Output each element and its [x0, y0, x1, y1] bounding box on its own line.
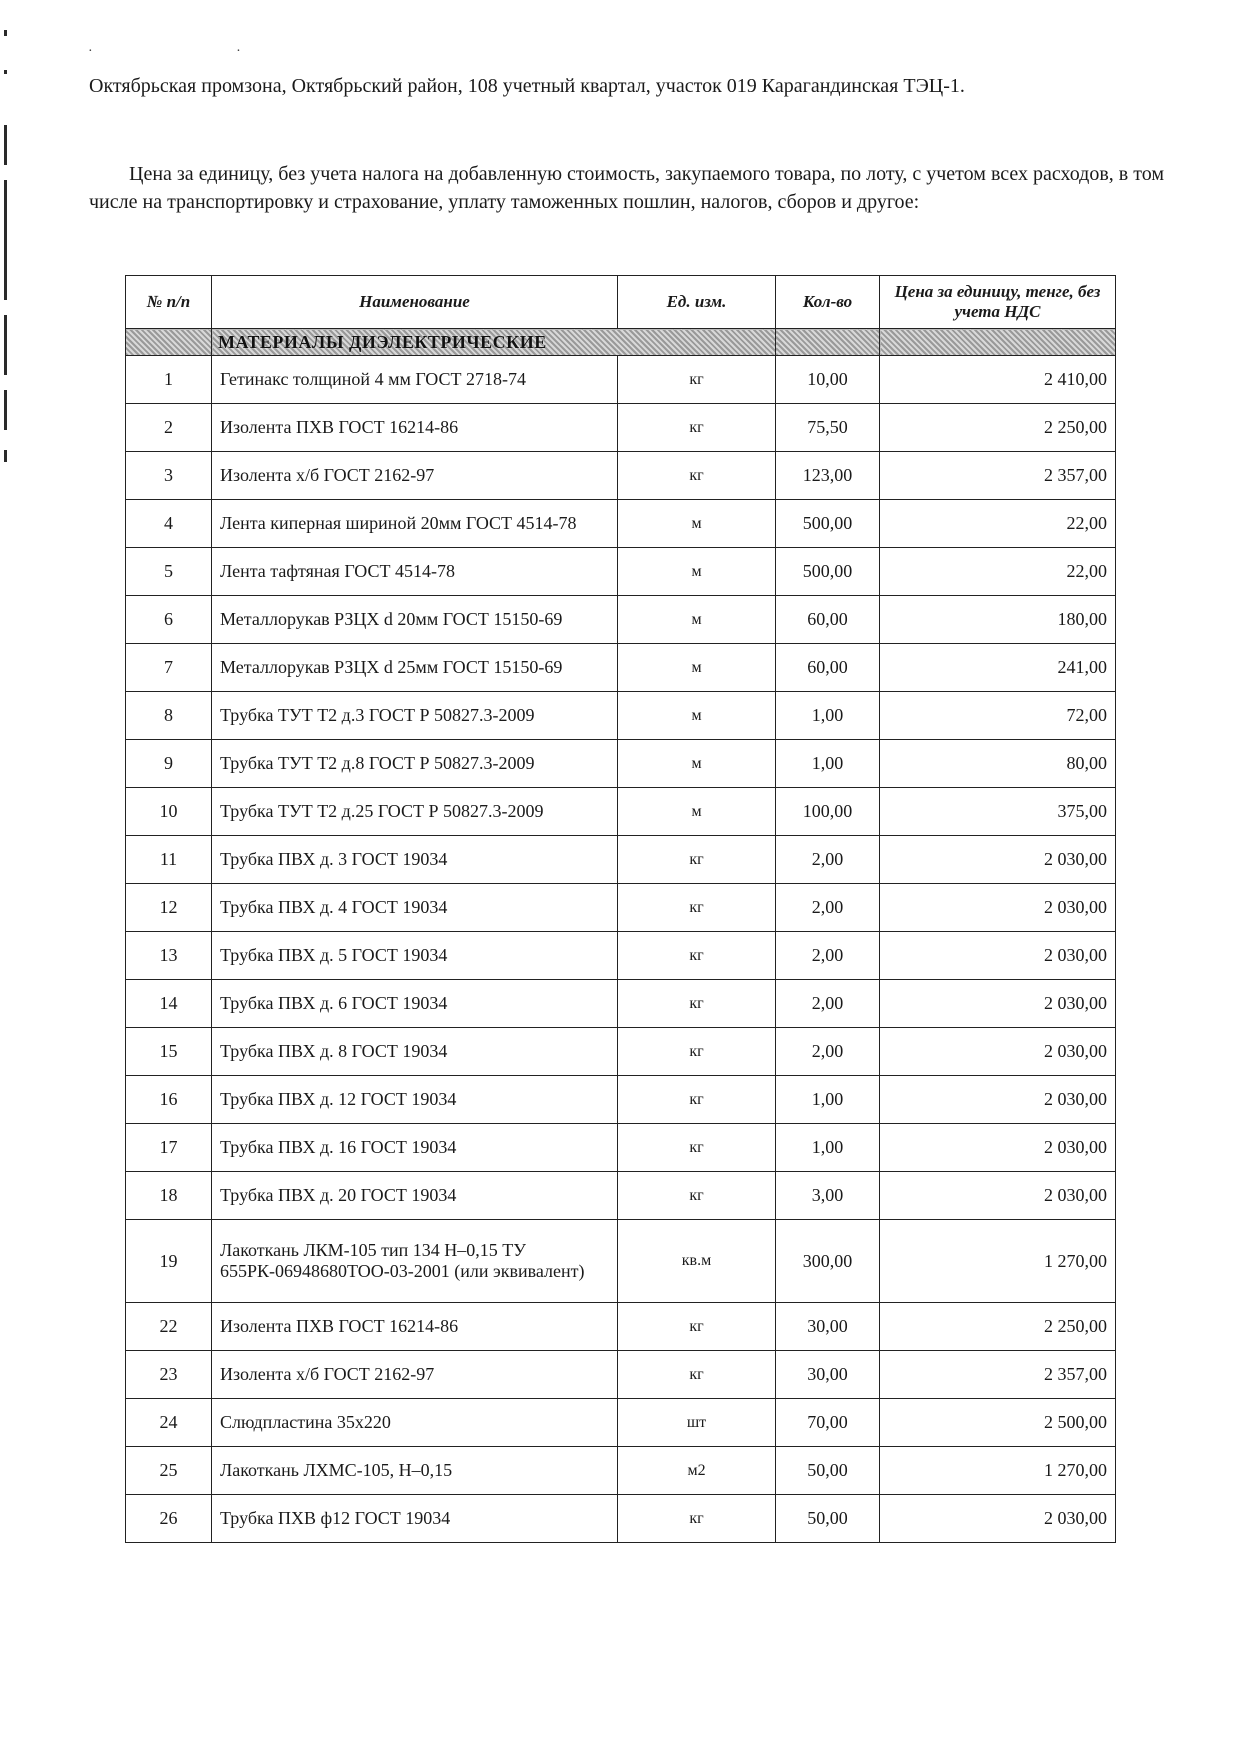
item-name: Металлорукав РЗЦХ d 25мм ГОСТ 15150-69 [212, 644, 618, 692]
item-unit: кг [618, 1124, 776, 1172]
item-quantity: 300,00 [776, 1220, 880, 1303]
item-price: 2 030,00 [880, 1028, 1116, 1076]
header-unit: Ед. изм. [618, 276, 776, 329]
item-unit: кг [618, 980, 776, 1028]
item-name: Трубка ПВХ д. 8 ГОСТ 19034 [212, 1028, 618, 1076]
item-price: 2 030,00 [880, 1495, 1116, 1543]
scan-speckles: · · [88, 44, 311, 59]
item-unit: кг [618, 404, 776, 452]
table-row [126, 596, 1116, 644]
table-row [126, 740, 1116, 788]
section-cell-num [126, 329, 212, 356]
section-title: МАТЕРИАЛЫ ДИЭЛЕКТРИЧЕСКИЕ [218, 331, 547, 352]
row-number: 16 [126, 1076, 212, 1124]
item-price: 2 030,00 [880, 836, 1116, 884]
header-price: Цена за единицу, тенге, без учета НДС [880, 276, 1116, 329]
table-row [126, 1028, 1116, 1076]
item-unit: кг [618, 1076, 776, 1124]
table-row [126, 644, 1116, 692]
item-quantity: 60,00 [776, 644, 880, 692]
item-unit: м [618, 548, 776, 596]
table-row [126, 1124, 1116, 1172]
item-quantity: 500,00 [776, 500, 880, 548]
table-row [126, 1495, 1116, 1543]
item-quantity: 10,00 [776, 356, 880, 404]
table-row [126, 1447, 1116, 1495]
item-price: 80,00 [880, 740, 1116, 788]
row-number: 11 [126, 836, 212, 884]
row-number: 6 [126, 596, 212, 644]
items-table [125, 275, 1116, 1543]
item-unit: м2 [618, 1447, 776, 1495]
item-name: Лента тафтяная ГОСТ 4514-78 [212, 548, 618, 596]
item-name: Трубка ПВХ д. 6 ГОСТ 19034 [212, 980, 618, 1028]
item-quantity: 75,50 [776, 404, 880, 452]
item-unit: кг [618, 1172, 776, 1220]
item-quantity: 100,00 [776, 788, 880, 836]
item-quantity: 50,00 [776, 1495, 880, 1543]
item-name: Трубка ПХВ ф12 ГОСТ 19034 [212, 1495, 618, 1543]
row-number: 2 [126, 404, 212, 452]
header-name: Наименование [212, 276, 618, 329]
row-number: 15 [126, 1028, 212, 1076]
item-unit: м [618, 692, 776, 740]
row-number: 24 [126, 1399, 212, 1447]
item-name: Изолента х/б ГОСТ 2162-97 [212, 1351, 618, 1399]
item-price: 72,00 [880, 692, 1116, 740]
row-number: 25 [126, 1447, 212, 1495]
section-cell-qty [776, 329, 880, 356]
item-quantity: 60,00 [776, 596, 880, 644]
section-cell-price [880, 329, 1116, 356]
item-quantity: 2,00 [776, 836, 880, 884]
header-qty: Кол-во [776, 276, 880, 329]
row-number: 12 [126, 884, 212, 932]
row-number: 23 [126, 1351, 212, 1399]
item-quantity: 2,00 [776, 884, 880, 932]
item-name: Трубка ТУТ Т2 д.25 ГОСТ Р 50827.3-2009 [212, 788, 618, 836]
table-row [126, 452, 1116, 500]
row-number: 22 [126, 1303, 212, 1351]
row-number: 1 [126, 356, 212, 404]
table-row [126, 1351, 1116, 1399]
row-number: 7 [126, 644, 212, 692]
item-name: Трубка ТУТ Т2 д.3 ГОСТ Р 50827.3-2009 [212, 692, 618, 740]
item-unit: кг [618, 836, 776, 884]
item-price: 2 030,00 [880, 932, 1116, 980]
table-row [126, 356, 1116, 404]
item-name: Лакоткань ЛХМС-105, Н–0,15 [212, 1447, 618, 1495]
item-price: 22,00 [880, 500, 1116, 548]
item-quantity: 30,00 [776, 1351, 880, 1399]
header-num: № п/п [126, 276, 212, 329]
table-row [126, 404, 1116, 452]
section-row [126, 329, 1116, 356]
item-unit: кг [618, 1351, 776, 1399]
item-name: Изолента х/б ГОСТ 2162-97 [212, 452, 618, 500]
item-name: Гетинакс толщиной 4 мм ГОСТ 2718-74 [212, 356, 618, 404]
item-price: 180,00 [880, 596, 1116, 644]
item-price: 2 500,00 [880, 1399, 1116, 1447]
item-quantity: 2,00 [776, 1028, 880, 1076]
item-unit: кг [618, 1495, 776, 1543]
row-number: 5 [126, 548, 212, 596]
item-quantity: 3,00 [776, 1172, 880, 1220]
table-row [126, 548, 1116, 596]
item-name: Трубка ПВХ д. 12 ГОСТ 19034 [212, 1076, 618, 1124]
table-row [126, 500, 1116, 548]
row-number: 19 [126, 1220, 212, 1303]
item-name: Трубка ТУТ Т2 д.8 ГОСТ Р 50827.3-2009 [212, 740, 618, 788]
address-paragraph: Октябрьская промзона, Октябрьский район, 108 учетный квартал, участок 019 Карагандинская ТЭЦ-1. [89, 75, 965, 97]
item-quantity: 30,00 [776, 1303, 880, 1351]
item-price: 2 250,00 [880, 404, 1116, 452]
item-quantity: 1,00 [776, 1124, 880, 1172]
item-price: 22,00 [880, 548, 1116, 596]
item-unit: кг [618, 1028, 776, 1076]
item-price: 241,00 [880, 644, 1116, 692]
item-name: Изолента ПХВ ГОСТ 16214-86 [212, 404, 618, 452]
item-name: Трубка ПВХ д. 4 ГОСТ 19034 [212, 884, 618, 932]
item-price: 2 030,00 [880, 884, 1116, 932]
row-number: 14 [126, 980, 212, 1028]
item-name: Трубка ПВХ д. 3 ГОСТ 19034 [212, 836, 618, 884]
row-number: 17 [126, 1124, 212, 1172]
table-row [126, 884, 1116, 932]
item-quantity: 1,00 [776, 1076, 880, 1124]
row-number: 10 [126, 788, 212, 836]
item-price: 2 250,00 [880, 1303, 1116, 1351]
item-price: 2 357,00 [880, 1351, 1116, 1399]
item-unit: кг [618, 452, 776, 500]
item-unit: м [618, 596, 776, 644]
item-unit: м [618, 788, 776, 836]
item-name: Трубка ПВХ д. 16 ГОСТ 19034 [212, 1124, 618, 1172]
scan-edge-marks [4, 30, 12, 490]
item-price: 2 030,00 [880, 980, 1116, 1028]
item-name: Слюдпластина 35х220 [212, 1399, 618, 1447]
item-price: 2 030,00 [880, 1124, 1116, 1172]
item-name: Металлорукав РЗЦХ d 20мм ГОСТ 15150-69 [212, 596, 618, 644]
item-quantity: 1,00 [776, 692, 880, 740]
item-unit: м [618, 500, 776, 548]
item-quantity: 1,00 [776, 740, 880, 788]
item-quantity: 70,00 [776, 1399, 880, 1447]
item-unit: м [618, 740, 776, 788]
price-intro-paragraph: Цена за единицу, без учета налога на добавленную стоимость, закупаемого товара, по лоту, с учетом всех расходов, в том числе на транспортировку и страхование, уплату таможенных пошлин, налогов, сборов и другое: [89, 163, 1164, 213]
item-unit: кг [618, 356, 776, 404]
item-price: 375,00 [880, 788, 1116, 836]
item-unit: шт [618, 1399, 776, 1447]
item-unit: кв.м [618, 1220, 776, 1303]
item-price: 1 270,00 [880, 1447, 1116, 1495]
row-number: 13 [126, 932, 212, 980]
table-row [126, 1172, 1116, 1220]
row-number: 8 [126, 692, 212, 740]
item-quantity: 50,00 [776, 1447, 880, 1495]
item-price: 2 410,00 [880, 356, 1116, 404]
item-quantity: 2,00 [776, 932, 880, 980]
table-row [126, 1399, 1116, 1447]
table-row [126, 692, 1116, 740]
row-number: 3 [126, 452, 212, 500]
item-quantity: 500,00 [776, 548, 880, 596]
table-row [126, 836, 1116, 884]
item-name: Трубка ПВХ д. 20 ГОСТ 19034 [212, 1172, 618, 1220]
item-name: Изолента ПХВ ГОСТ 16214-86 [212, 1303, 618, 1351]
item-quantity: 2,00 [776, 980, 880, 1028]
table-header-row [126, 276, 1116, 329]
item-price: 1 270,00 [880, 1220, 1116, 1303]
table-row [126, 1220, 1116, 1303]
table-row [126, 1076, 1116, 1124]
item-unit: кг [618, 1303, 776, 1351]
row-number: 18 [126, 1172, 212, 1220]
item-name: Лакоткань ЛКМ-105 тип 134 Н–0,15 ТУ 655РК-06948680ТОО-03-2001 (или эквивалент) [212, 1220, 618, 1303]
item-unit: м [618, 644, 776, 692]
row-number: 4 [126, 500, 212, 548]
item-unit: кг [618, 884, 776, 932]
row-number: 9 [126, 740, 212, 788]
table-row [126, 980, 1116, 1028]
item-unit: кг [618, 932, 776, 980]
table-row [126, 788, 1116, 836]
section-cell [212, 329, 776, 356]
item-quantity: 123,00 [776, 452, 880, 500]
row-number: 26 [126, 1495, 212, 1543]
item-price: 2 030,00 [880, 1172, 1116, 1220]
table-row [126, 1303, 1116, 1351]
item-price: 2 030,00 [880, 1076, 1116, 1124]
item-name: Лента киперная шириной 20мм ГОСТ 4514-78 [212, 500, 618, 548]
table-row [126, 932, 1116, 980]
item-name: Трубка ПВХ д. 5 ГОСТ 19034 [212, 932, 618, 980]
item-price: 2 357,00 [880, 452, 1116, 500]
table-body [126, 329, 1116, 1543]
